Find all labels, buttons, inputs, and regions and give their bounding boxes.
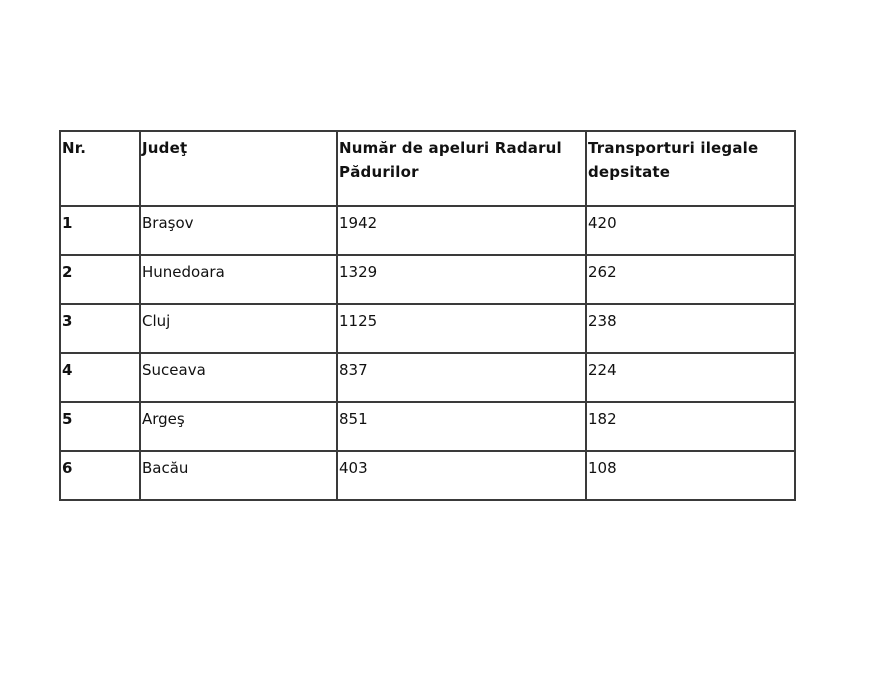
cell-judet: Argeş [140, 402, 337, 451]
table-row [60, 451, 795, 500]
header-nr: Nr. [60, 131, 140, 206]
table-row [60, 304, 795, 353]
table-container [59, 130, 796, 501]
cell-apeluri: 851 [337, 402, 586, 451]
table-row [60, 255, 795, 304]
data-table [59, 130, 796, 501]
table-row [60, 402, 795, 451]
cell-transporturi: 108 [586, 451, 795, 500]
table-row [60, 206, 795, 255]
cell-apeluri: 403 [337, 451, 586, 500]
header-transporturi: Transporturi ilegale depsitate [586, 131, 795, 206]
cell-transporturi: 420 [586, 206, 795, 255]
cell-judet: Suceava [140, 353, 337, 402]
header-apeluri: Număr de apeluri Radarul Pădurilor [337, 131, 586, 206]
cell-nr: 5 [60, 402, 140, 451]
cell-judet: Cluj [140, 304, 337, 353]
cell-apeluri: 1125 [337, 304, 586, 353]
cell-nr: 1 [60, 206, 140, 255]
cell-transporturi: 238 [586, 304, 795, 353]
cell-nr: 3 [60, 304, 140, 353]
cell-transporturi: 262 [586, 255, 795, 304]
cell-transporturi: 182 [586, 402, 795, 451]
cell-nr: 4 [60, 353, 140, 402]
cell-nr: 2 [60, 255, 140, 304]
cell-judet: Bacău [140, 451, 337, 500]
cell-apeluri: 837 [337, 353, 586, 402]
cell-apeluri: 1329 [337, 255, 586, 304]
cell-judet: Hunedoara [140, 255, 337, 304]
cell-apeluri: 1942 [337, 206, 586, 255]
table-row [60, 353, 795, 402]
header-judet: Judeţ [140, 131, 337, 206]
table-header-row [60, 131, 795, 206]
cell-transporturi: 224 [586, 353, 795, 402]
cell-judet: Braşov [140, 206, 337, 255]
cell-nr: 6 [60, 451, 140, 500]
